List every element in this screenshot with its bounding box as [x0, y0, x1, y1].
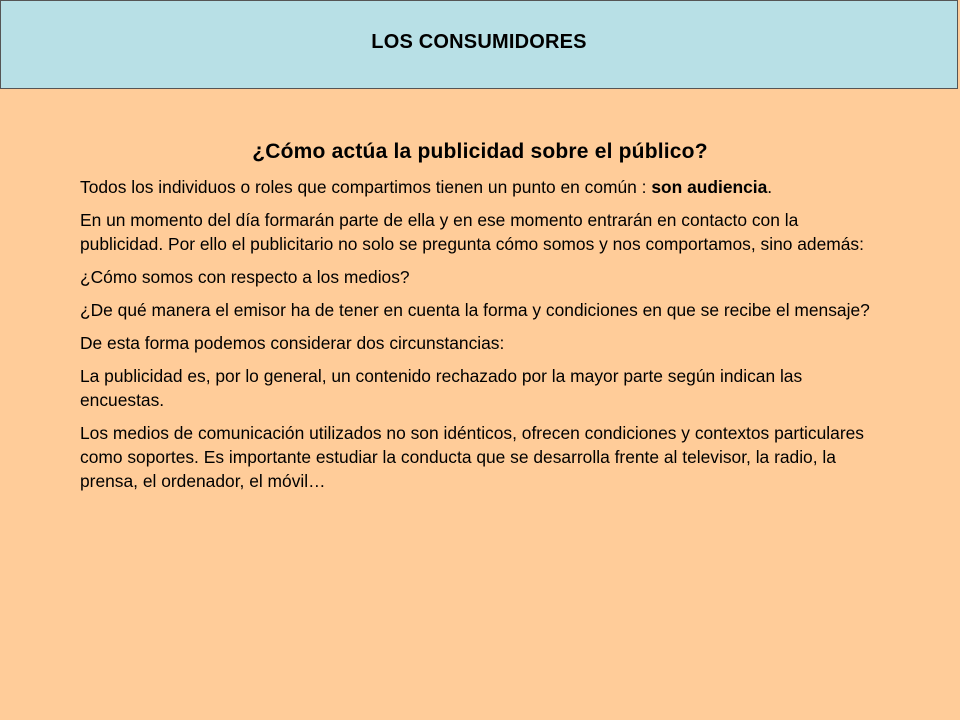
- page-title: LOS CONSUMIDORES: [371, 31, 587, 53]
- intro-end: .: [767, 177, 773, 197]
- section-heading: ¿Cómo actúa la publicidad sobre el público?: [252, 140, 708, 163]
- intro-text: Todos los individuos o roles que compartimos tienen un punto en común :: [80, 177, 652, 197]
- intro-emphasis: son audiencia: [651, 177, 768, 197]
- content-area: [80, 140, 880, 502]
- paragraph-context: En un momento del día formarán parte de ella y en ese momento entrarán en contacto con la publicidad. Por ello el publicitario no solo se pregunta cómo somos y nos comportamos, sino además:: [80, 210, 864, 254]
- intro-paragraph: [80, 175, 880, 199]
- paragraph-media: Los medios de comunicación utilizados no son idénticos, ofrecen condiciones y contextos particulares como soportes. Es importante estudiar la conducta que se desarrolla frente al televisor, la radio, la prensa, el ordenador, el móvil…: [80, 423, 864, 491]
- paragraph-question-sender: ¿De qué manera el emisor ha de tener en cuenta la forma y condiciones en que se recibe el mensaje?: [80, 300, 870, 320]
- paragraph-circumstances: De esta forma podemos considerar dos circunstancias:: [80, 333, 505, 353]
- title-bar: [0, 0, 958, 89]
- paragraph-question-media: ¿Cómo somos con respecto a los medios?: [80, 267, 410, 287]
- paragraph-rejection: La publicidad es, por lo general, un contenido rechazado por la mayor parte según indican las encuestas.: [80, 366, 803, 410]
